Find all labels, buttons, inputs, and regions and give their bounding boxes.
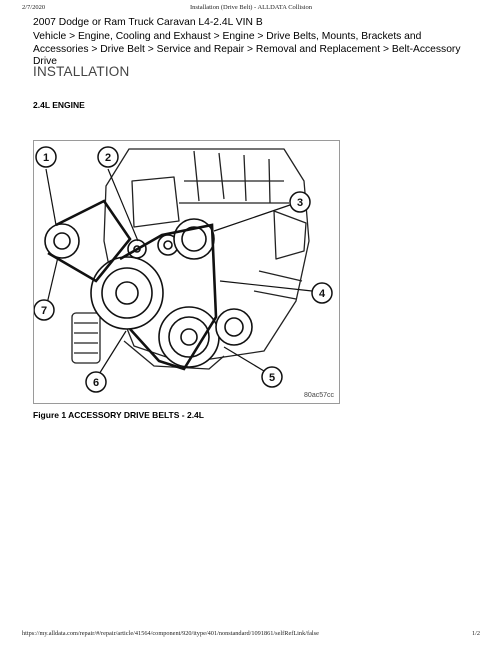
breadcrumb: Vehicle > Engine, Cooling and Exhaust > Engine > Drive Belts, Mounts, Brackets and Accessories > Drive Belt > Service and Repair > Removal and Replacement > Belt-Accessory Drive	[33, 31, 461, 67]
callout-5-label: 5	[268, 372, 276, 384]
print-page-title: Installation (Drive Belt) - ALLDATA Collision	[189, 4, 313, 11]
callout-7-label: 7	[40, 305, 48, 317]
figure-caption: Figure 1 ACCESSORY DRIVE BELTS - 2.4L	[33, 410, 204, 420]
print-url: https://my.alldata.com/repair/#/repair/article/41564/component/920/itype/401/nonstandard/1091861/selfRefLink/false	[22, 630, 319, 637]
callout-2-label: 2	[104, 152, 112, 164]
callout-6-label: 6	[92, 377, 100, 389]
section-title: INSTALLATION	[33, 64, 130, 79]
callout-4-label: 4	[318, 288, 326, 300]
accessory-drive-belt-figure	[33, 140, 340, 404]
vehicle-title: 2007 Dodge or Ram Truck Caravan L4-2.4L VIN B	[33, 17, 263, 28]
pulleys	[45, 219, 252, 367]
figure-image-code: 80ac57cc	[304, 392, 334, 399]
subheading: 2.4L ENGINE	[33, 100, 85, 110]
callout-3-label: 3	[296, 197, 304, 209]
print-date: 2/7/2020	[22, 4, 46, 11]
page-number: 1/2	[471, 630, 480, 637]
callout-1-label: 1	[42, 152, 50, 164]
